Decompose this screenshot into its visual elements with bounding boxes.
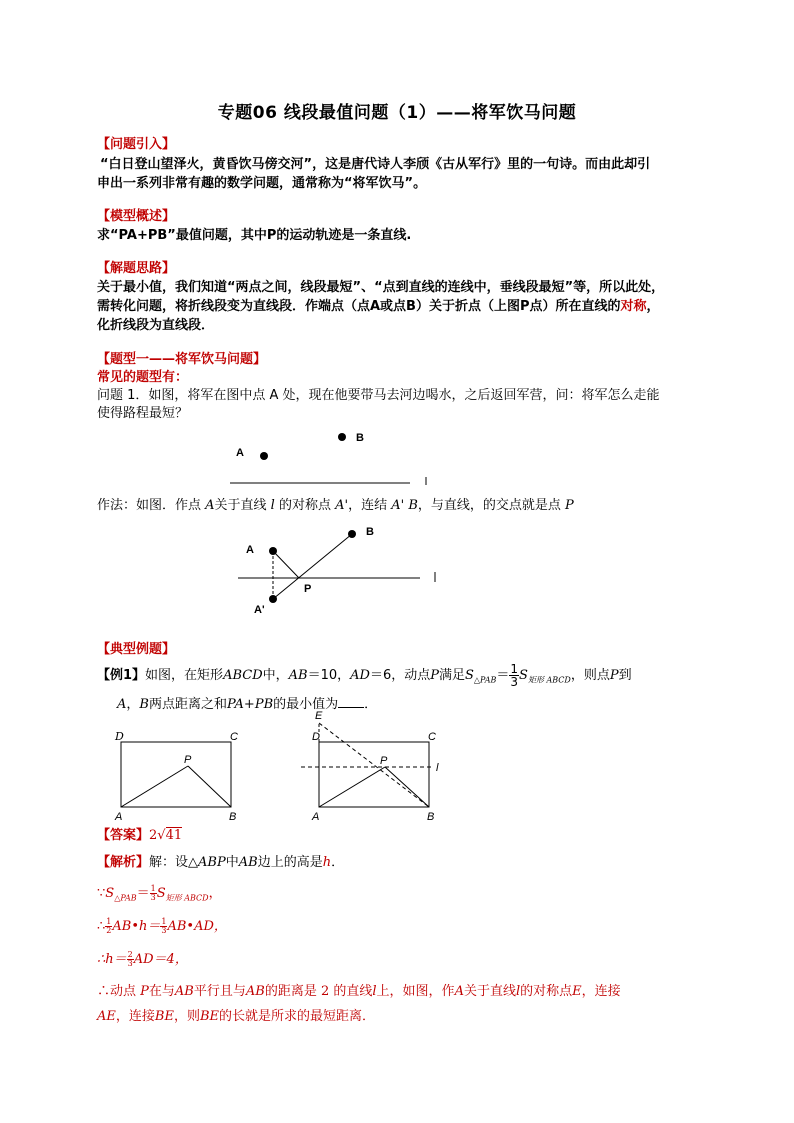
fraction-one-third: $\frac{1}{3}$ bbox=[510, 662, 519, 689]
answer-radicand: 41 bbox=[165, 828, 183, 843]
step-4: ∴动点 P在与AB平行且与AB的距离是 2 的直线l上，如图，作A关于直线l的对称点E，连接 bbox=[97, 984, 621, 999]
label-d: D bbox=[115, 730, 124, 743]
idea-line-1: 关于最小值，我们知道“两点之间，线段最短”、“点到直线的连线中，垂线段最短”等，所以此处， bbox=[97, 280, 665, 295]
point-b bbox=[338, 433, 346, 441]
point-a bbox=[269, 547, 277, 555]
label-l: l bbox=[436, 762, 439, 774]
figure-rectangle-reflection bbox=[296, 705, 456, 827]
step-5: AE，连接BE，则BE的长就是所求的最短距离． bbox=[97, 1009, 376, 1024]
answer-line bbox=[97, 824, 182, 843]
idea-line-2: 需转化问题，将折线段变为直线段．作端点（点A或点B）关于折点（上图P点）所在直线的对称， bbox=[97, 299, 660, 314]
label-e: E bbox=[315, 710, 323, 722]
examples-header: 【典型例题】 bbox=[97, 642, 176, 657]
question-1-line-1: 问题 1．如图，将军在图中点 A 处，现在他要带马去河边喝水，之后返回军营，问：将军怎么走能 bbox=[97, 388, 660, 403]
analysis-header: 【解析】 bbox=[97, 855, 150, 870]
figure-river-problem bbox=[225, 425, 445, 495]
segment-a-p bbox=[273, 551, 299, 578]
fraction-step1: $\frac{1}{3}$ bbox=[150, 884, 156, 902]
method-text: 作法：如图．作点 A关于直线 l 的对称点 A'，连结 A' B，与直线，的交点就是点 P bbox=[97, 498, 574, 513]
figure-reflection-method bbox=[235, 520, 450, 620]
point-b bbox=[348, 530, 356, 538]
label-a: A bbox=[312, 811, 320, 823]
label-b: B bbox=[356, 432, 364, 444]
label-b: B bbox=[366, 526, 374, 538]
segment-a-p bbox=[319, 767, 385, 807]
analysis-line: 【解析】解：设△ABP中AB边上的高是h． bbox=[97, 855, 345, 870]
intro-line-1: “白日登山望泽火，黄昏饮马傍交河”，这是唐代诗人李颀《古从军行》里的一句诗。而由此却引 bbox=[100, 157, 651, 172]
label-b: B bbox=[229, 811, 237, 823]
page-title: 专题06 线段最值问题（1）——将军饮马问题 bbox=[217, 103, 577, 123]
point-a bbox=[260, 452, 268, 460]
segment-p-b bbox=[188, 766, 231, 807]
label-c: C bbox=[230, 731, 238, 743]
idea-line-3: 化折线段为直线段． bbox=[97, 318, 215, 333]
label-d: D bbox=[312, 731, 320, 743]
intro-header: 【问题引入】 bbox=[97, 137, 176, 152]
label-a: A bbox=[115, 811, 123, 823]
label-p: P bbox=[184, 754, 192, 766]
point-a-prime bbox=[269, 595, 277, 603]
fraction-step2-b: $\frac{1}{3}$ bbox=[161, 917, 167, 935]
label-p: P bbox=[304, 583, 312, 595]
type1-header: 【题型一——将军饮马问题】 bbox=[97, 352, 267, 367]
dashed-e-b bbox=[319, 723, 429, 807]
label-a: A bbox=[246, 544, 254, 556]
label-c: C bbox=[428, 731, 436, 743]
example-1-line-2: A，B两点距离之和PA+PB的最小值为 ． bbox=[117, 697, 378, 712]
fraction-step3: $\frac{2}{3}$ bbox=[127, 950, 133, 968]
step-1: $\because S_{\triangle PAB}=$ $\frac{1}{3}$ $S_{矩形 ABCD}$， bbox=[97, 884, 222, 903]
idea-header: 【解题思路】 bbox=[97, 261, 176, 276]
segment-a-p bbox=[121, 766, 188, 807]
model-header: 【模型概述】 bbox=[97, 209, 176, 224]
intro-line-2: 申出一系列非常有趣的数学问题，通常称为“将军饮马”。 bbox=[97, 176, 427, 191]
label-p: P bbox=[380, 755, 388, 767]
step-2: ∴ $\frac{1}{2}$ AB•h＝ $\frac{1}{3}$ AB•AD， bbox=[97, 917, 227, 935]
example-1-line-1: 【例1】如图，在矩形ABCD中，AB＝10，AD＝6，动点P满足$S_{\triangle PAB}=$ $\frac{1}{3}$ $S_{矩形 ABCD}$，则点P到 bbox=[97, 662, 632, 689]
sqrt-icon: √ bbox=[157, 828, 166, 843]
idea-highlight: 对称 bbox=[620, 299, 647, 314]
label-a: A bbox=[236, 447, 244, 459]
common-types: 常见的题型有： bbox=[97, 370, 189, 385]
answer-coefficient: 2 bbox=[149, 828, 158, 843]
segment-a-prime-b bbox=[273, 534, 352, 599]
step-3: ∴h＝ $\frac{2}{3}$ AD＝4， bbox=[97, 950, 188, 968]
label-a-prime: A' bbox=[254, 604, 265, 616]
model-text: 求“PA+PB”最值问题，其中P的运动轨迹是一条直线. bbox=[97, 228, 412, 243]
answer-header: 【答案】 bbox=[97, 828, 150, 843]
figure-rectangle bbox=[108, 722, 248, 826]
question-1-line-2: 使得路程最短？ bbox=[97, 406, 189, 421]
label-b: B bbox=[427, 811, 435, 823]
segment-p-b bbox=[385, 767, 429, 807]
fraction-step2-a: $\frac{1}{2}$ bbox=[106, 917, 112, 935]
